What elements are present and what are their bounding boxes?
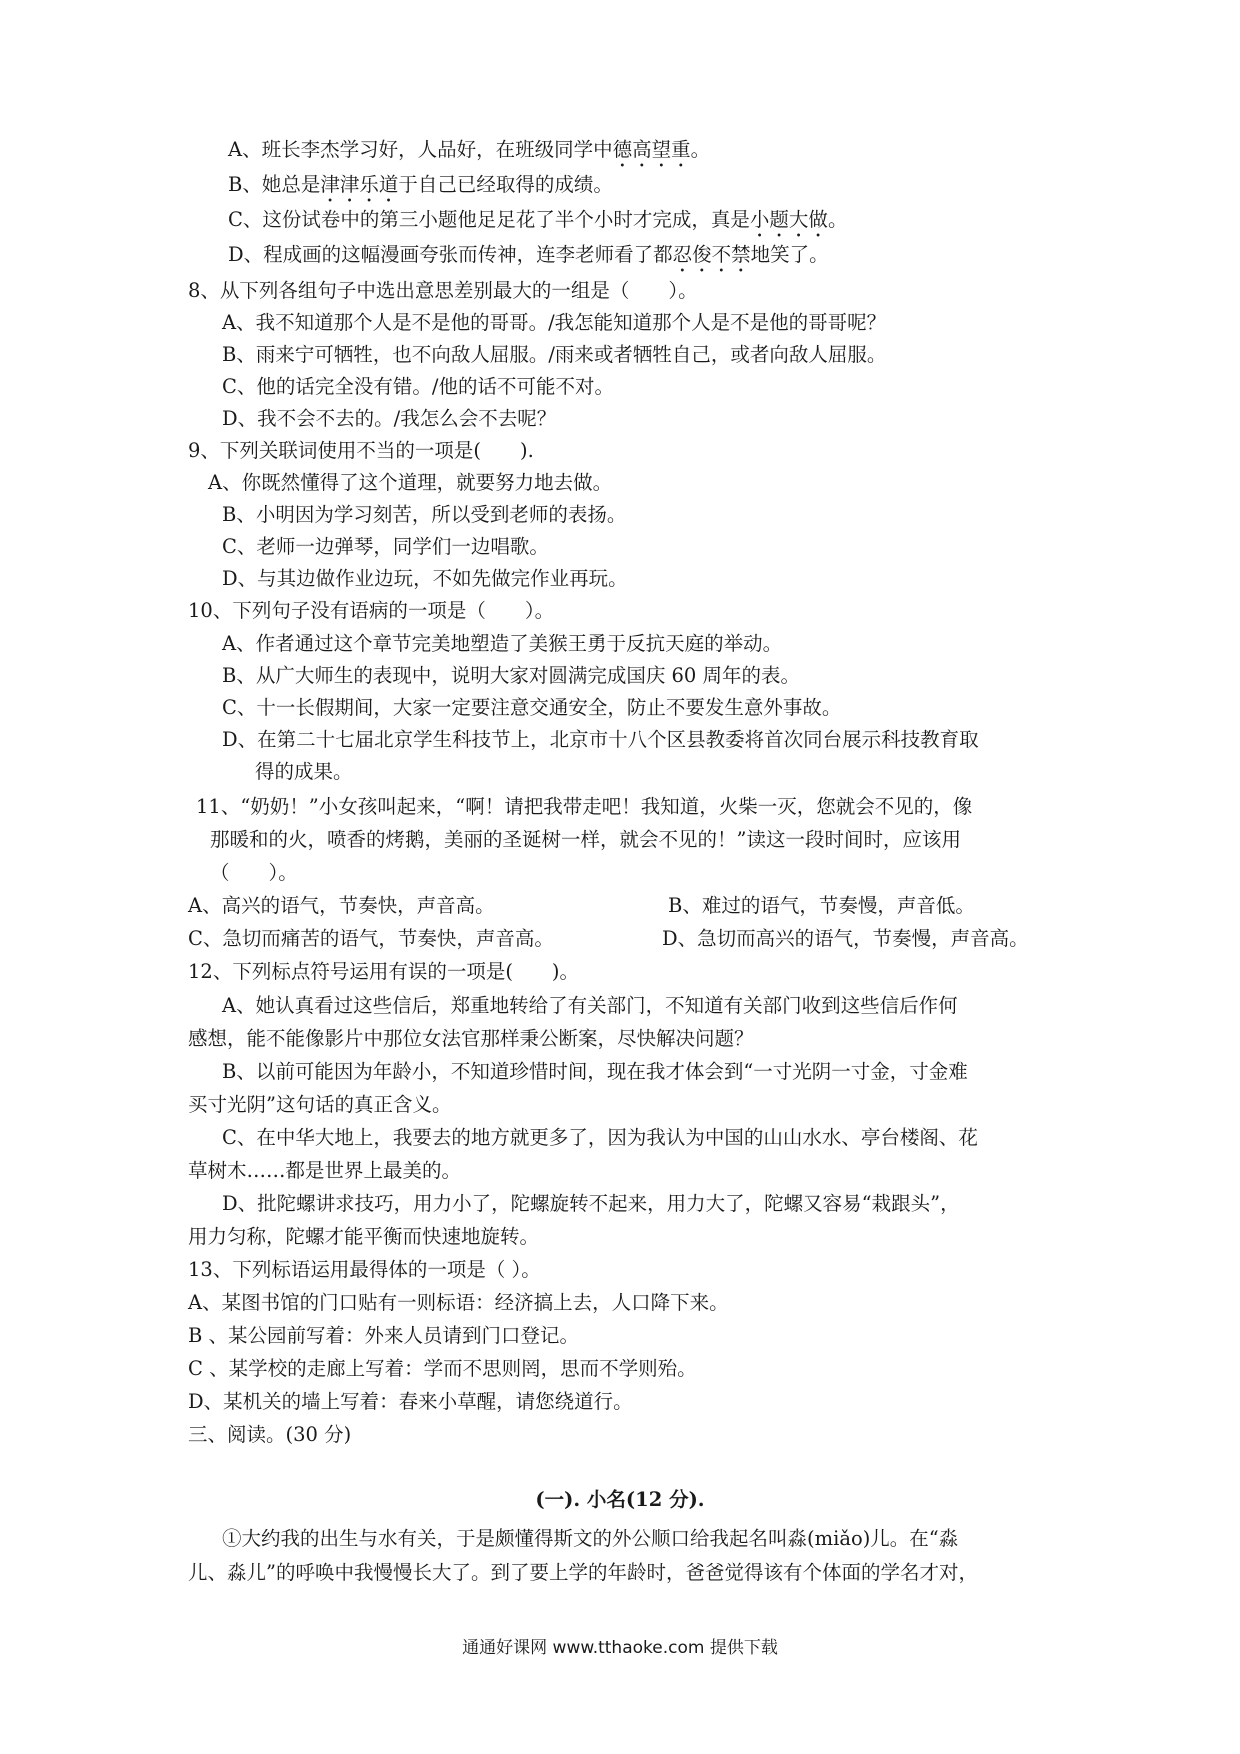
q9-option-b: B、小明因为学习刻苦，所以受到老师的表扬。 — [222, 503, 627, 526]
q13-option-b: B 、某公园前写着：外来人员请到门口登记。 — [188, 1324, 580, 1347]
passage-title: (一). 小名(12 分). — [535, 1488, 705, 1511]
q9-option-d: D、与其边做作业边玩，不如先做完作业再玩。 — [222, 567, 628, 590]
q9-option-a: A、你既然懂得了这个道理，就要努力地去做。 — [208, 471, 613, 494]
passage-paragraph-line1: ①大约我的出生与水有关，于是颇懂得斯文的外公顺口给我起名叫淼(miǎo)儿。在“淼 — [222, 1527, 959, 1550]
q7-option-d-dotted-idiom: 忍俊不禁 — [672, 243, 751, 266]
q8-option-b: B、雨来宁可牺牲，也不向敌人屈服。/雨来或者牺牲自己，或者向敌人屈服。 — [222, 343, 887, 366]
q8-option-c: C、他的话完全没有错。/他的话不可能不对。 — [222, 375, 614, 398]
q11-stem-line3: （ ）。 — [210, 861, 298, 884]
section-heading-reading: 三、阅读。(30 分) — [188, 1423, 352, 1446]
q11-stem-line1: 11、“奶奶！”小女孩叫起来，“啊！请把我带走吧！我知道，火柴一灭，您就会不见的，像 — [196, 795, 973, 818]
q10-option-d-line1: D、在第二十七届北京学生科技节上，北京市十八个区县教委将首次同台展示科技教育取 — [222, 728, 979, 751]
q7-option-c-dotted-idiom: 小题大做 — [749, 208, 828, 231]
page-footer: 通通好课网 www.tthaoke.com 提供下载 — [462, 1638, 778, 1658]
q7-option-b-dotted-idiom: 津津乐道 — [320, 173, 399, 196]
q13-option-d: D、某机关的墙上写着：春来小草醒，请您绕道行。 — [188, 1390, 633, 1413]
q11-option-c: C、急切而痛苦的语气，节奏快，声音高。 — [188, 927, 554, 950]
q7-option-b: B、她总是津津乐道于自己已经取得的成绩。 — [228, 173, 613, 196]
q12-option-b-line1: B、以前可能因为年龄小，不知道珍惜时间，现在我才体会到“一寸光阴一寸金，寸金难 — [222, 1060, 968, 1083]
q12-option-d-line1: D、批陀螺讲求技巧，用力小了，陀螺旋转不起来，用力大了，陀螺又容易“栽跟头”， — [222, 1192, 960, 1215]
q7-option-d: D、程成画的这幅漫画夸张而传神，连李老师看了都忍俊不禁地笑了。 — [228, 243, 829, 266]
q10-option-c: C、十一长假期间，大家一定要注意交通安全，防止不要发生意外事故。 — [222, 696, 842, 719]
q8-option-d: D、我不会不去的。/我怎么会不去呢？ — [222, 407, 557, 430]
q13-option-c: C 、某学校的走廊上写着：学而不思则罔，思而不学则殆。 — [188, 1357, 697, 1380]
q13-stem: 13、下列标语运用最得体的一项是（ ）。 — [188, 1258, 541, 1281]
q12-option-b-line2: 买寸光阴”这句话的真正含义。 — [188, 1093, 452, 1116]
q12-option-a-line1: A、她认真看过这些信后，郑重地转给了有关部门，不知道有关部门收到这些信后作何 — [222, 994, 958, 1017]
q7-option-a: A、班长李杰学习好，人品好，在班级同学中德高望重。 — [228, 138, 711, 161]
q10-option-b: B、从广大师生的表现中，说明大家对圆满完成国庆 60 周年的表。 — [222, 664, 801, 687]
q12-option-c-line1: C、在中华大地上，我要去的地方就更多了，因为我认为中国的山山水水、亭台楼阁、花 — [222, 1126, 978, 1149]
passage-paragraph-line2: 儿、淼儿”的呼唤中我慢慢长大了。到了要上学的年龄时，爸爸觉得该有个体面的学名才对， — [188, 1561, 978, 1584]
q10-stem: 10、下列句子没有语病的一项是（ ）。 — [188, 599, 555, 622]
q11-option-b: B、难过的语气，节奏慢，声音低。 — [668, 894, 975, 917]
q8-stem: 8、从下列各组句子中选出意思差别最大的一组是（ ）。 — [188, 279, 698, 302]
q13-option-a: A、某图书馆的门口贴有一则标语：经济搞上去，人口降下来。 — [188, 1291, 729, 1314]
q9-option-c: C、老师一边弹琴，同学们一边唱歌。 — [222, 535, 549, 558]
q9-stem: 9、下列关联词使用不当的一项是( ). — [188, 439, 534, 462]
q8-option-a: A、我不知道那个人是不是他的哥哥。/我怎能知道那个人是不是他的哥哥呢？ — [222, 311, 887, 334]
q11-option-d: D、急切而高兴的语气，节奏慢，声音高。 — [662, 927, 1029, 950]
q12-option-a-line2: 感想，能不能像影片中那位女法官那样秉公断案，尽快解决问题？ — [188, 1027, 754, 1050]
q11-stem-line2: 那暖和的火，喷香的烤鹅，美丽的圣诞树一样，就会不见的！”读这一段时间时，应该用 — [210, 828, 961, 851]
q11-option-a: A、高兴的语气，节奏快，声音高。 — [188, 894, 495, 917]
q10-option-d-line2: 得的成果。 — [255, 760, 353, 783]
q12-option-d-line2: 用力匀称，陀螺才能平衡而快速地旋转。 — [188, 1225, 540, 1248]
q12-option-c-line2: 草树木……都是世界上最美的。 — [188, 1159, 462, 1182]
q7-option-c: C、这份试卷中的第三小题他足足花了半个小时才完成，真是小题大做。 — [228, 208, 848, 231]
q7-option-a-dotted-idiom: 德高望重 — [612, 138, 691, 161]
q10-option-a: A、作者通过这个章节完美地塑造了美猴王勇于反抗天庭的举动。 — [222, 632, 783, 655]
q12-stem: 12、下列标点符号运用有误的一项是( )。 — [188, 960, 580, 983]
